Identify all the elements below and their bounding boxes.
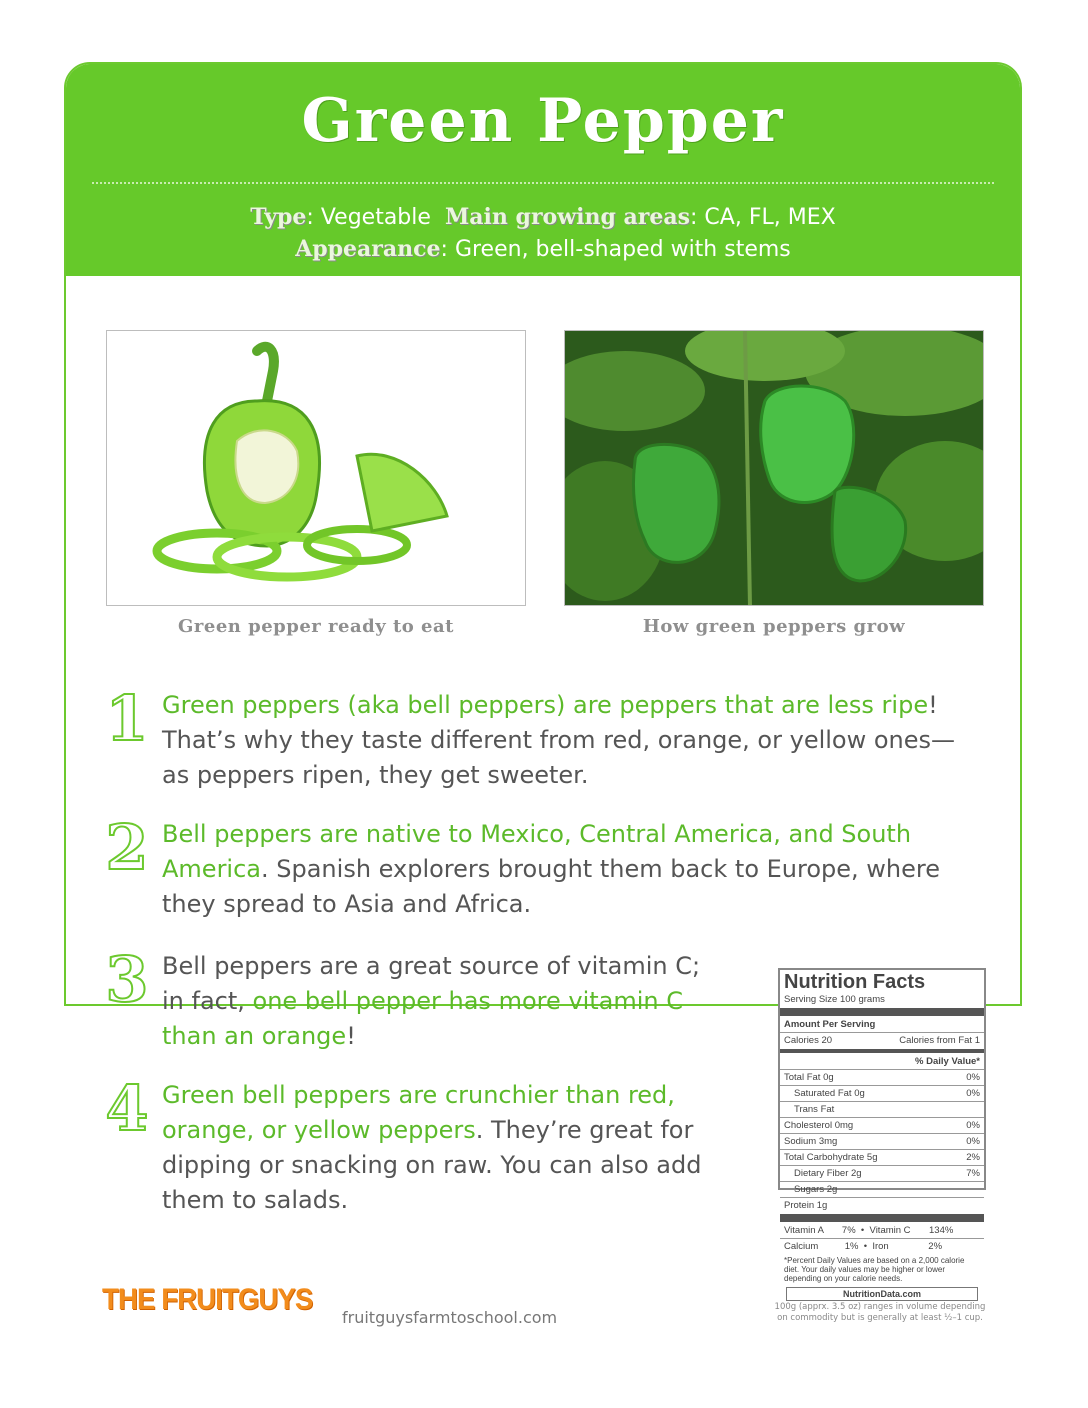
type-value: : Vegetable	[306, 205, 431, 230]
fact-number: 1	[105, 682, 149, 755]
nutrient-value: 0%	[966, 1088, 980, 1099]
nutrition-footnote: *Percent Daily Values are based on a 2,000 calorie diet. Your daily values may be higher or lower depending on your calorie needs.	[784, 1256, 965, 1283]
nutrient-row	[780, 1133, 984, 1149]
nutrient-label: Trans Fat	[794, 1104, 835, 1115]
nutrient-label: Saturated Fat 0g	[794, 1088, 865, 1099]
fact-highlight: one bell pepper has more vitamin C than an orange	[162, 987, 683, 1050]
website-url[interactable]: fruitguysfarmtoschool.com	[342, 1308, 558, 1327]
fact-text	[162, 1078, 722, 1218]
nutrient-row	[780, 1085, 984, 1101]
fact-number: 3	[105, 943, 149, 1016]
nutrition-bar	[780, 1008, 984, 1016]
nutrient-row	[780, 1117, 984, 1133]
fact-text	[162, 688, 982, 793]
amount-text: Amount Per Serving	[784, 1019, 876, 1030]
caption-right: How green peppers grow	[642, 616, 906, 637]
nutrient-row	[780, 1181, 984, 1197]
sliced-pepper-illustration	[107, 331, 526, 606]
nutrient-label: Sodium 3mg	[784, 1136, 838, 1147]
fact-rest: !	[346, 1022, 356, 1050]
fact-rest: . Spanish explorers brought them back to Europe, where they spread to Asia and Africa.	[162, 855, 940, 918]
nutrient-rows	[780, 1069, 984, 1213]
appearance-value: : Green, bell-shaped with stems	[440, 237, 791, 262]
calcium-text: Calcium 1% • Iron 2%	[784, 1241, 943, 1252]
nutrition-title: Nutrition Facts	[784, 971, 926, 993]
appearance-label: Appearance	[295, 236, 441, 262]
serving-note: 100g (apprx. 3.5 oz) ranges in volume depending on commodity but is generally at least ½–1 cup.	[774, 1302, 986, 1323]
fact-plain: Bell peppers are a great source of vitamin C; in fact,	[162, 952, 701, 1015]
nutrient-row	[780, 1149, 984, 1165]
serving-size	[780, 992, 984, 1007]
meta-line-appearance	[66, 236, 1020, 262]
dotted-divider	[92, 182, 994, 184]
nutrition-source: NutritionData.com	[786, 1287, 978, 1301]
nutrient-value: 0%	[966, 1136, 980, 1147]
nutrient-label: Dietary Fiber 2g	[794, 1168, 862, 1179]
nutrient-value: 0%	[966, 1120, 980, 1131]
nutrient-label: Sugars 2g	[794, 1184, 838, 1195]
sliced-pepper-photo	[106, 330, 526, 606]
nutrient-value: 2%	[966, 1152, 980, 1163]
calories-fat-text: Calories from Fat 1	[899, 1035, 980, 1046]
serving-text: Serving Size 100 grams	[784, 994, 885, 1005]
fact-text	[162, 949, 722, 1054]
fact-rest: ! That’s why they taste different from red, orange, or yellow ones—as peppers ripen, they get sweeter.	[162, 691, 956, 789]
nutrient-row	[780, 1165, 984, 1181]
fruitguys-logo: THE FRUITGUYS	[102, 1283, 313, 1316]
areas-value: : CA, FL, MEX	[690, 205, 836, 230]
vitamin-row	[780, 1223, 984, 1238]
caption-left: Green pepper ready to eat	[178, 616, 454, 637]
nutrient-label: Total Fat 0g	[784, 1072, 834, 1083]
fact-rest: . They’re great for dipping or snacking on raw. You can also add them to salads.	[162, 1116, 702, 1214]
calories-row	[780, 1032, 984, 1048]
nutrition-bar	[780, 1214, 984, 1222]
type-label: Type	[250, 204, 307, 230]
growing-peppers-photo	[564, 330, 984, 606]
areas-label: Main growing areas	[444, 204, 691, 230]
fact-highlight: Bell peppers are native to Mexico, Central America, and South America	[162, 820, 912, 883]
fact-text	[162, 817, 942, 922]
meta-line-type	[66, 204, 1020, 230]
nutrient-value: 0%	[966, 1072, 980, 1083]
nutrient-label: Protein 1g	[784, 1200, 828, 1211]
fact-number: 4	[105, 1072, 149, 1145]
amount-per-serving	[780, 1017, 984, 1032]
growing-peppers-illustration	[565, 331, 984, 606]
nutrient-row	[780, 1069, 984, 1085]
fact-highlight: Green bell peppers are crunchier than red, orange, or yellow peppers	[162, 1081, 675, 1144]
nutrient-label: Total Carbohydrate 5g	[784, 1152, 878, 1163]
daily-value-header	[780, 1054, 984, 1069]
nutrient-label: Cholesterol 0mg	[784, 1120, 854, 1131]
fact-highlight: Green peppers (aka bell peppers) are peppers that are less ripe	[162, 691, 929, 719]
page-title: Green Pepper	[301, 86, 785, 156]
header-banner	[66, 64, 1020, 276]
fact-number: 2	[105, 811, 149, 884]
nutrition-facts-panel	[778, 968, 986, 1299]
nutrient-value: 7%	[966, 1168, 980, 1179]
nutrient-row	[780, 1101, 984, 1117]
nutrient-row	[780, 1197, 984, 1213]
dv-header-text: % Daily Value*	[915, 1056, 980, 1067]
calcium-row	[780, 1238, 984, 1254]
calories-text: Calories 20	[784, 1035, 833, 1046]
nutrition-bar	[780, 1049, 984, 1053]
vitamin-text: Vitamin A 7% • Vitamin C 134%	[784, 1225, 954, 1236]
